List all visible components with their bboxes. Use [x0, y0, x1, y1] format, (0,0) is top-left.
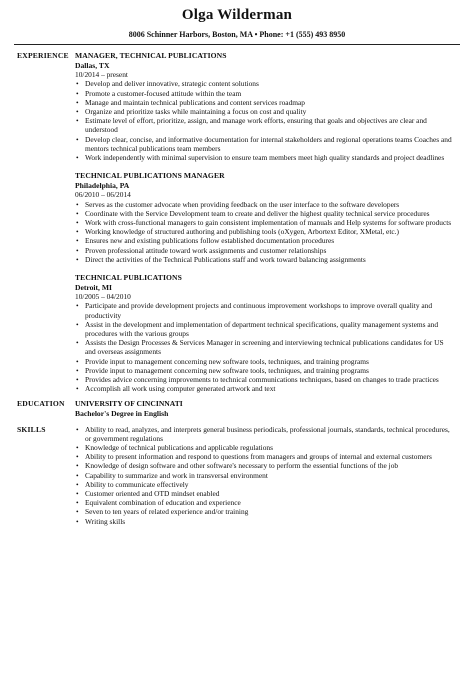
experience-section — [0, 51, 474, 393]
skill-item: • Customer oriented and OTD mindset enabled — [75, 489, 454, 498]
resume-header — [0, 6, 474, 40]
job-bullet: • Provide input to management concerning new software tools, techniques, and training programs — [75, 366, 454, 375]
job-dates: 10/2005 – 04/2010 — [75, 292, 131, 302]
school-name: UNIVERSITY OF CINCINNATI — [75, 399, 183, 409]
job-bullet: • Participate and provide development projects and continuous improvement workshops to improve overall quality and productivity — [75, 301, 454, 319]
skill-item: • Ability to present information and respond to questions from managers and groups of internal and external customers — [75, 452, 454, 461]
job-bullet: • Provide input to management concerning new software tools, techniques, and training programs — [75, 357, 454, 366]
skill-item: • Knowledge of design software and other software's necessary to perform the essential functions of the job — [75, 461, 454, 470]
job-bullet: • Direct the activities of the Technical Publications staff and work toward balancing assignments — [75, 255, 454, 264]
contact-line: 8006 Schinner Harbors, Boston, MA • Phone: +1 (555) 493 8950 — [128, 30, 346, 39]
job-location: Dallas, TX — [75, 60, 110, 70]
candidate-name: Olga Wilderman — [181, 7, 293, 23]
skills-list — [75, 425, 454, 526]
job-entry — [75, 273, 454, 393]
job-bullet: • Work independently with minimal supervision to ensure team members meet high quality standards and project deadlines — [75, 153, 454, 162]
job-bullet: • Proven professional attitude toward work assignments and customer relationships — [75, 246, 454, 255]
job-bullet: • Assist in the development and implementation of department technical specifications, quality management systems and procedures with the various groups — [75, 320, 454, 338]
skill-item: • Equivalent combination of education and experience — [75, 498, 454, 507]
job-title: MANAGER, TECHNICAL PUBLICATIONS — [75, 51, 227, 60]
job-bullet: • Coordinate with the Service Development team to create and deliver the highest quality technical service procedures — [75, 209, 454, 218]
job-bullets — [75, 79, 454, 162]
education-section — [0, 399, 474, 418]
job-bullets — [75, 301, 454, 393]
job-dates: 10/2014 – present — [75, 70, 128, 80]
degree-name: Bachelor's Degree in English — [75, 409, 169, 419]
experience-body — [75, 51, 474, 393]
education-body — [75, 399, 474, 418]
skill-item: • Knowledge of technical publications and applicable regulations — [75, 443, 454, 452]
job-bullet: • Develop clear, concise, and informative documentation for internal stakeholders and regional operations teams Coaches and mentors technical publications team members — [75, 135, 454, 153]
skill-item: • Seven to ten years of related experience and/or training — [75, 507, 454, 516]
job-bullets — [75, 200, 454, 264]
job-location: Detroit, MI — [75, 282, 112, 292]
job-bullet: • Working knowledge of structured authoring and publishing tools (oXygen, Arbortext Editor, XMetal, etc.) — [75, 227, 454, 236]
skill-item: • Ability to read, analyzes, and interprets general business periodicals, professional journals, standards, technical procedures, or government regulations — [75, 425, 454, 443]
job-bullet: • Promote a customer-focused attitude within the team — [75, 89, 454, 98]
job-title: TECHNICAL PUBLICATIONS MANAGER — [75, 171, 225, 181]
education-heading: EDUCATION — [17, 399, 65, 409]
job-bullet: • Accomplish all work using computer generated artwork and text — [75, 384, 454, 393]
skills-heading: SKILLS — [17, 424, 46, 434]
job-bullet: • Organize and prioritize tasks while maintaining a focus on cost and quality — [75, 107, 454, 116]
job-bullet: • Manage and maintain technical publications and content services roadmap — [75, 98, 454, 107]
header-divider — [14, 44, 460, 45]
skill-item: • Ability to communicate effectively — [75, 480, 454, 489]
job-bullet: • Provides advice concerning improvements to technical communications techniques, based on changes to trade practices — [75, 375, 454, 384]
skill-item: • Writing skills — [75, 517, 454, 526]
job-entry — [75, 171, 454, 264]
experience-heading: EXPERIENCE — [17, 51, 69, 60]
job-bullet: • Ensures new and existing publications follow established documentation procedures — [75, 236, 454, 245]
job-bullet: • Develop and deliver innovative, strategic content solutions — [75, 79, 454, 88]
job-entry — [75, 51, 454, 162]
skills-section — [0, 425, 474, 526]
job-bullet: • Work with cross-functional managers to gain consistent implementation of manuals and Help systems for software products — [75, 218, 454, 227]
skills-body — [75, 425, 474, 526]
job-dates: 06/2010 – 06/2014 — [75, 190, 131, 200]
job-bullet: • Serves as the customer advocate when providing feedback on the user interface to the software developers — [75, 200, 454, 209]
job-bullet: • Assists the Design Processes & Services Manager in screening and interviewing technical publications candidates for US and overseas assignments — [75, 338, 454, 356]
job-title: TECHNICAL PUBLICATIONS — [75, 273, 182, 283]
skill-item: • Capability to summarize and work in transversal environment — [75, 471, 454, 480]
job-location: Philadelphia, PA — [75, 180, 130, 190]
job-bullet: • Estimate level of effort, prioritize, assign, and manage work efforts, ensuring that goals and objectives are clear and understood — [75, 116, 454, 134]
